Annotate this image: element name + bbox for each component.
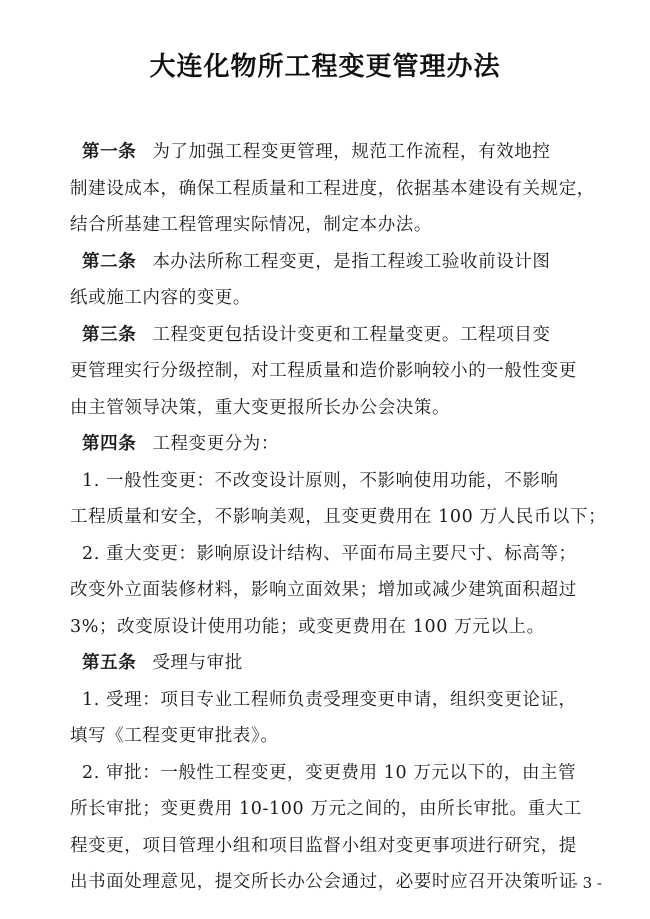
article-label: 第二条: [82, 251, 137, 272]
line-text: 为了加强工程变更管理，规范工作流程，有效地控: [152, 142, 551, 162]
body-text-line: [70, 572, 615, 609]
body-text-line: [70, 499, 615, 536]
line-text: 工程变更包括设计变更和工程量变更。工程项目变: [152, 324, 551, 345]
article-label: 第一条: [82, 142, 137, 162]
body-text-line: [70, 536, 615, 573]
line-text: 改变外立面装修材料，影响立面效果；增加或减少建筑面积超过: [70, 580, 577, 600]
body-text-line: [70, 390, 615, 427]
line-text: 1. 受理：项目专业工程师负责受理变更申请，组织变更论证，: [82, 689, 577, 710]
line-text: 出书面处理意见，提交所长办公会通过，必要时应召开决策听证: [70, 872, 577, 892]
line-text: 纸或施工内容的变更。: [70, 288, 251, 308]
line-text: 本办法所称工程变更，是指工程竣工验收前设计图: [152, 251, 551, 272]
body-text-line: [70, 171, 615, 208]
body-text-line: [70, 609, 615, 646]
line-text: 由主管领导决策，重大变更报所长办公会决策。: [70, 397, 451, 418]
article-label: 第三条: [82, 324, 137, 345]
page-number: - 3 -: [572, 874, 602, 892]
line-text: 制建设成本，确保工程质量和工程进度，依据基本建设有关规定，: [70, 178, 595, 199]
body-text-line: [70, 207, 615, 244]
article-label: 第四条: [82, 434, 137, 454]
line-text: 工程质量和安全，不影响美观，且变更费用在 100 万人民币以下；: [70, 507, 607, 527]
article-heading-line: [70, 645, 615, 682]
body-text-line: [70, 718, 615, 755]
body-text-line: [70, 791, 615, 828]
document-body: [70, 134, 615, 901]
body-text-line: [70, 828, 615, 865]
body-text-line: [70, 463, 615, 500]
line-text: 工程变更分为：: [152, 434, 280, 454]
line-text: 2. 重大变更：影响原设计结构、平面布局主要尺寸、标高等；: [82, 543, 577, 564]
document-title: 大连化物所工程变更管理办法: [149, 52, 501, 82]
article-label: 第五条: [82, 653, 137, 673]
article-heading-line: [70, 426, 615, 463]
line-text: 1. 一般性变更：不改变设计原则，不影响使用功能，不影响: [82, 470, 559, 491]
body-text-line: [70, 353, 615, 390]
line-text: 3%；改变原设计使用功能；或变更费用在 100 万元以上。: [70, 616, 545, 637]
article-heading-line: [70, 317, 615, 354]
body-text-line: [70, 864, 615, 901]
line-text: 填写《工程变更审批表》。: [70, 726, 279, 746]
body-text-line: [70, 755, 615, 792]
body-text-line: [70, 682, 615, 719]
line-text: 更管理实行分级控制，对工程质量和造价影响较小的一般性变更: [70, 361, 577, 381]
article-heading-line: [70, 244, 615, 281]
line-text: 程变更，项目管理小组和项目监督小组对变更事项进行研究，提: [70, 835, 577, 856]
article-heading-line: [70, 134, 615, 171]
line-text: 结合所基建工程管理实际情况，制定本办法。: [70, 215, 432, 235]
line-text: 2. 审批：一般性工程变更，变更费用 10 万元以下的，由主管: [82, 762, 577, 783]
line-text: 受理与审批: [152, 653, 243, 673]
line-text: 所长审批；变更费用 10-100 万元之间的，由所长审批。重大工: [70, 799, 582, 819]
body-text-line: [70, 280, 615, 317]
